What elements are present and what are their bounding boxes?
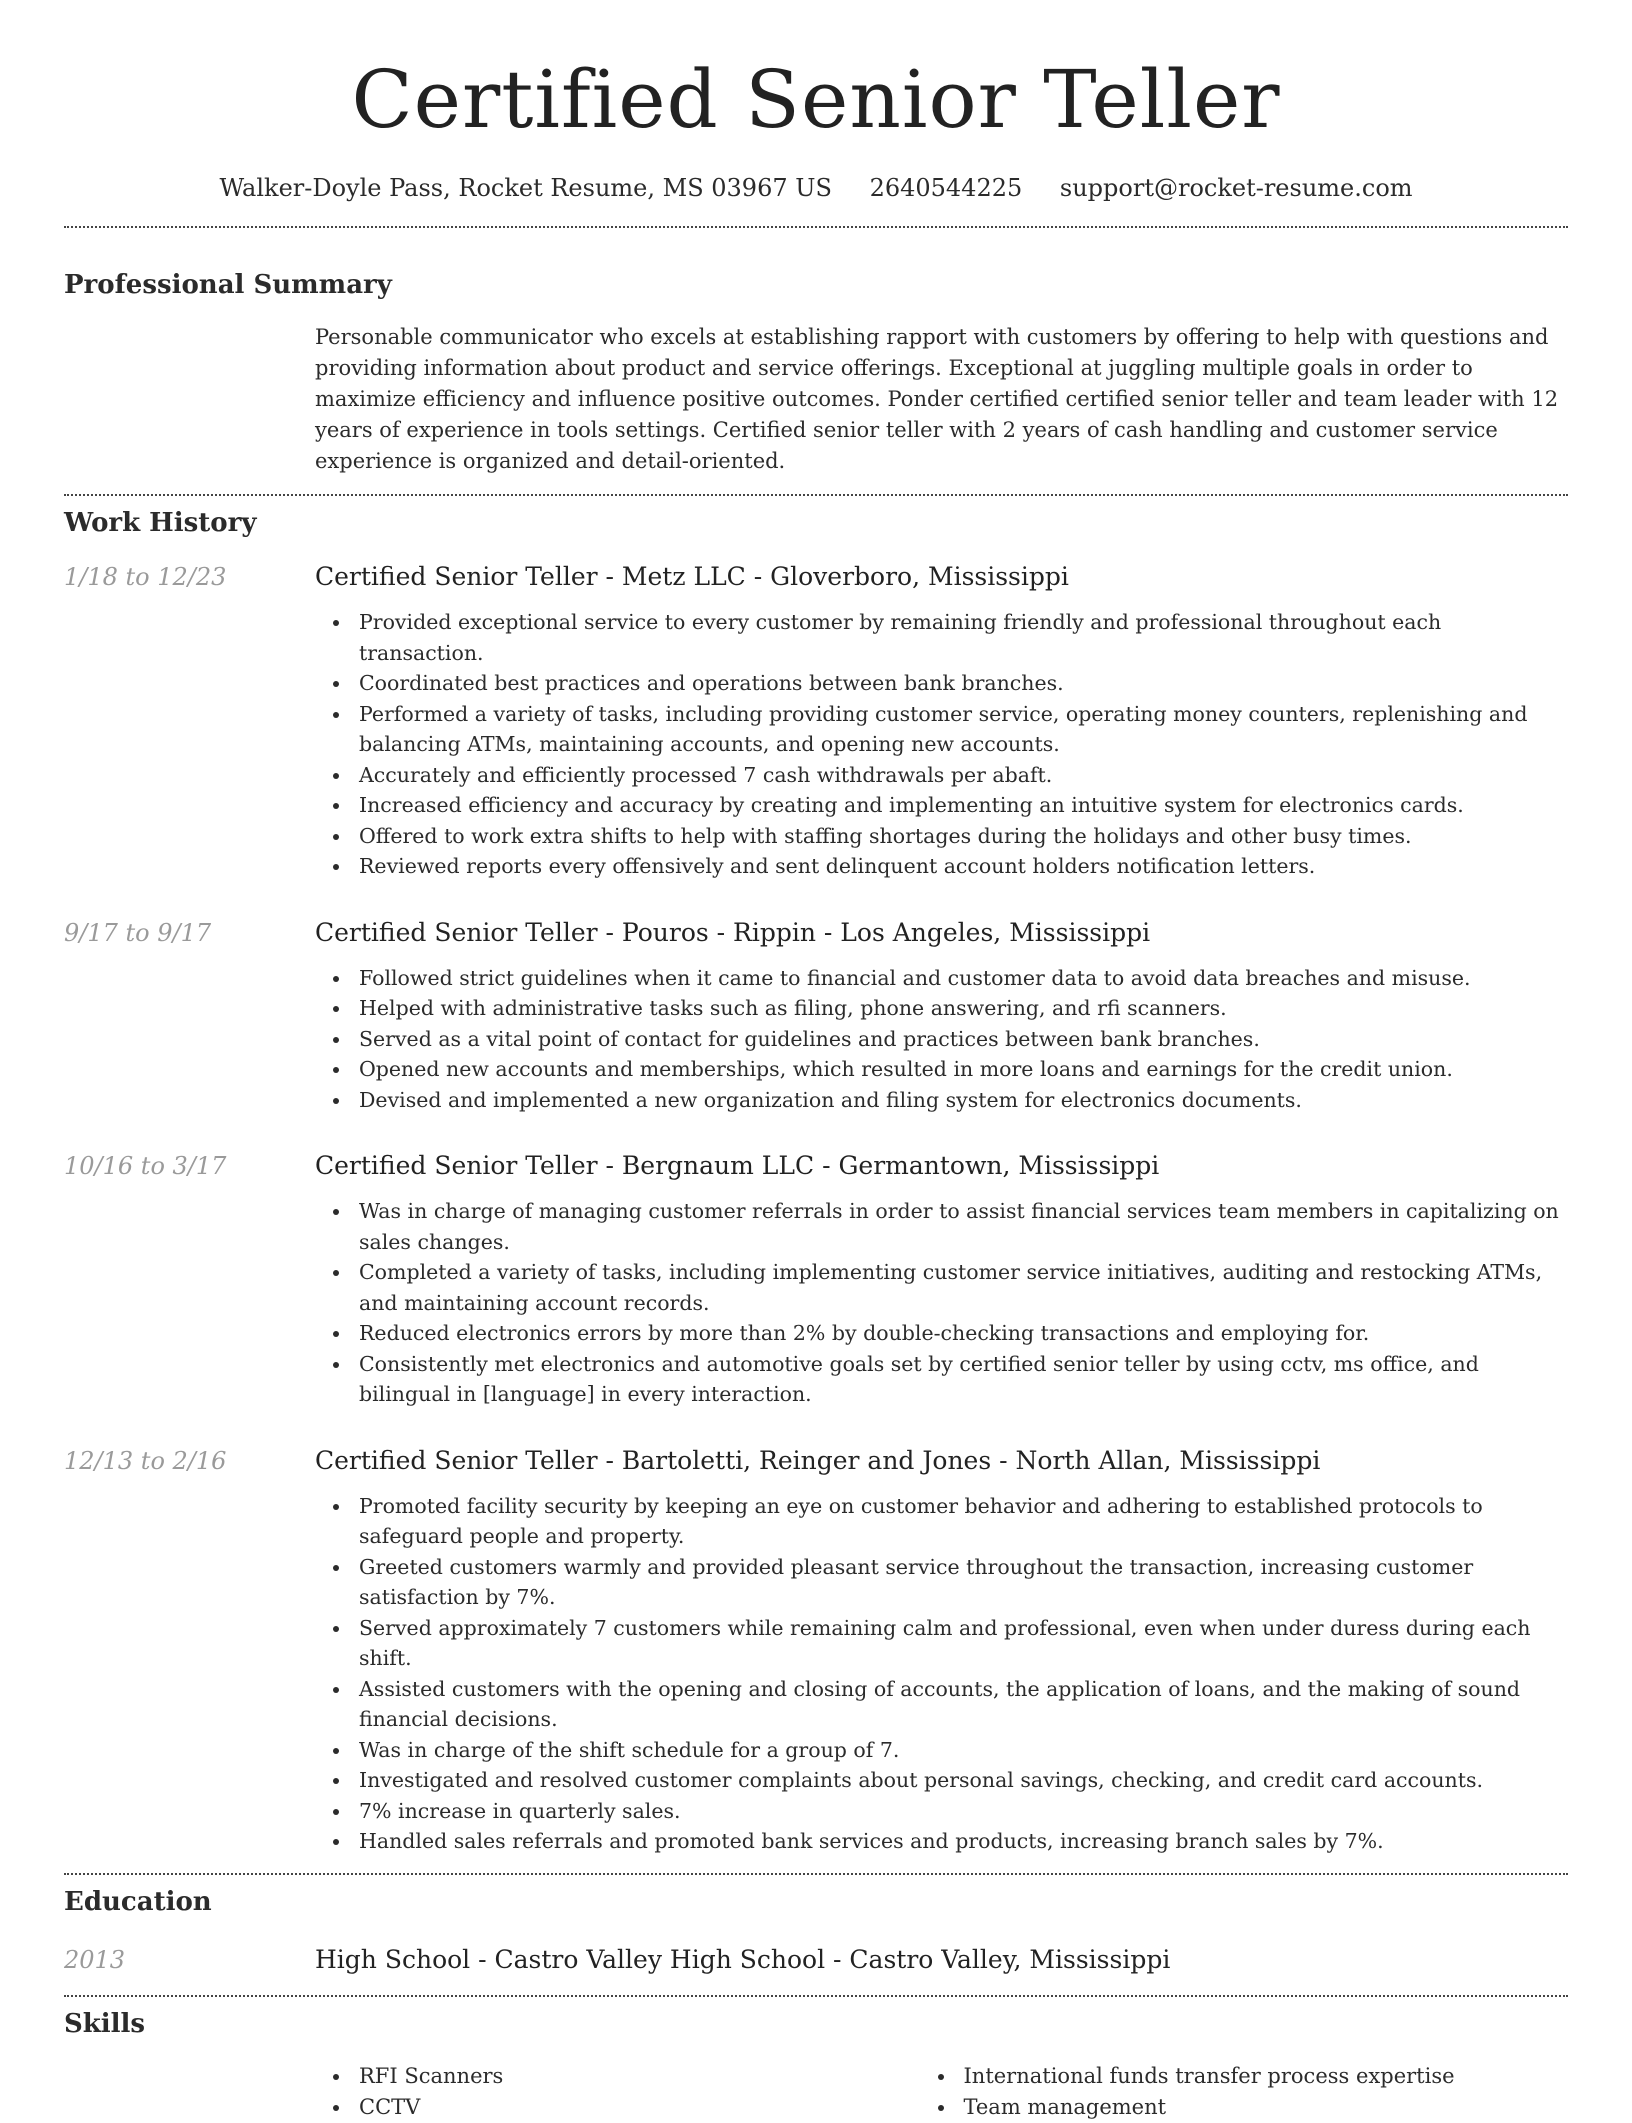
list-item: Reduced electronics errors by more than 2% by double-checking transactions and employing for.: [359, 1318, 1568, 1349]
job-bullets: [64, 607, 1568, 882]
list-item: Devised and implemented a new organization and filing system for electronics documents.: [359, 1085, 1568, 1116]
job-title: Certified Senior Teller - Pouros - Rippin - Los Angeles, Mississippi: [315, 917, 1151, 947]
list-item: Coordinated best practices and operations between bank branches.: [359, 668, 1568, 699]
list-item: Was in charge of the shift schedule for a group of 7.: [359, 1735, 1568, 1766]
list-item: Greeted customers warmly and provided pleasant service throughout the transaction, increasing customer satisfaction by 7%.: [359, 1552, 1568, 1613]
resume-name: Certified Senior Teller: [351, 53, 1281, 146]
list-item: Increased efficiency and accuracy by creating and implementing an intuitive system for electronics cards.: [359, 790, 1568, 821]
list-item: Offered to work extra shifts to help with staffing shortages during the holidays and other busy times.: [359, 821, 1568, 852]
list-item: Served as a vital point of contact for guidelines and practices between bank branches.: [359, 1024, 1568, 1055]
job-dates: 12/13 to 2/16: [64, 1446, 227, 1475]
job-title: Certified Senior Teller - Bartoletti, Reinger and Jones - North Allan, Mississippi: [315, 1445, 1321, 1475]
education-title: High School - Castro Valley High School - Castro Valley, Mississippi: [315, 1944, 1171, 1974]
list-item: Followed strict guidelines when it came to financial and customer data to avoid data breaches and misuse.: [359, 963, 1568, 994]
list-item: 7% increase in quarterly sales.: [359, 1796, 1568, 1827]
job-entry: [64, 1149, 1568, 1410]
list-item: Performed a variety of tasks, including providing customer service, operating money counters, replenishing and balancing ATMs, maintaining accounts, and opening new accounts.: [359, 699, 1568, 760]
job-entry: [64, 1444, 1568, 1857]
list-item: Consistently met electronics and automotive goals set by certified senior teller by using cctv, ms office, and bilingual in [language] in every interaction.: [359, 1349, 1568, 1410]
list-item: International funds transfer process expertise: [964, 2061, 1569, 2092]
job-dates: 10/16 to 3/17: [64, 1152, 227, 1180]
list-item: Opened new accounts and memberships, which resulted in more loans and earnings for the credit union.: [359, 1054, 1568, 1085]
list-item: Completed a variety of tasks, including implementing customer service initiatives, auditing and restocking ATMs, and maintaining account records.: [359, 1257, 1568, 1318]
job-dates: 9/17 to 9/17: [64, 918, 212, 947]
list-item: Helped with administrative tasks such as filing, phone answering, and rfi scanners.: [359, 993, 1568, 1024]
list-item: Assisted customers with the opening and closing of accounts, the application of loans, and the making of sound financial decisions.: [359, 1674, 1568, 1735]
job-bullets: [64, 1491, 1568, 1857]
header-divider: [64, 226, 1568, 228]
list-item: Handled sales referrals and promoted bank services and products, increasing branch sales by 7%.: [359, 1826, 1568, 1857]
summary-heading: Professional Summary: [64, 270, 392, 300]
work-history-heading: Work History: [64, 508, 257, 538]
contact-email: support@rocket-resume.com: [1059, 174, 1413, 202]
contact-phone: 2640544225: [869, 174, 1023, 202]
list-item: Reviewed reports every offensively and sent delinquent account holders notification letters.: [359, 851, 1568, 882]
list-item: RFI Scanners: [359, 2061, 964, 2092]
list-item: Served approximately 7 customers while remaining calm and professional, even when under duress during each shift.: [359, 1613, 1568, 1674]
work-divider: [64, 1873, 1568, 1875]
job-entry: [64, 916, 1568, 1116]
education-entry: [64, 1943, 1568, 1977]
list-item: Team management: [964, 2092, 1569, 2123]
list-item: Provided exceptional service to every customer by remaining friendly and professional throughout each transaction.: [359, 607, 1568, 668]
skills-column-left: [359, 2061, 964, 2123]
list-item: Investigated and resolved customer complaints about personal savings, checking, and credit card accounts.: [359, 1765, 1568, 1796]
job-entry: [64, 560, 1568, 882]
list-item: Was in charge of managing customer referrals in order to assist financial services team members in capitalizing on sales changes.: [359, 1196, 1568, 1257]
contact-line: [64, 172, 1568, 204]
summary-text: Personable communicator who excels at establishing rapport with customers by offering to help with questions and providing information about product and service offerings. Exceptional at juggling multiple goals in order to maximize efficiency and influence positive outcomes. Ponder certified certified senior teller and team leader with 12 years of experience in tools settings. Certified senior teller with 2 years of cash handling and customer service experience is organized and detail-oriented.: [315, 325, 1559, 473]
job-title: Certified Senior Teller - Bergnaum LLC - Germantown, Mississippi: [315, 1151, 1160, 1180]
education-year: 2013: [64, 1945, 126, 1974]
job-bullets: [64, 1196, 1568, 1410]
contact-address: Walker-Doyle Pass, Rocket Resume, MS 03967 US: [219, 174, 832, 202]
summary-divider: [64, 494, 1568, 496]
education-divider: [64, 1995, 1568, 1997]
skills-column-right: [964, 2061, 1569, 2123]
skills-heading: Skills: [64, 2008, 146, 2039]
list-item: CCTV: [359, 2092, 964, 2123]
list-item: Accurately and efficiently processed 7 cash withdrawals per abaft.: [359, 760, 1568, 791]
job-bullets: [64, 963, 1568, 1116]
education-heading: Education: [64, 1886, 212, 1917]
skills-list: [359, 2061, 1568, 2123]
job-title: Certified Senior Teller - Metz LLC - Gloverboro, Mississippi: [315, 562, 1069, 591]
list-item: Promoted facility security by keeping an eye on customer behavior and adhering to established protocols to safeguard people and property.: [359, 1491, 1568, 1552]
job-dates: 1/18 to 12/23: [64, 563, 227, 591]
